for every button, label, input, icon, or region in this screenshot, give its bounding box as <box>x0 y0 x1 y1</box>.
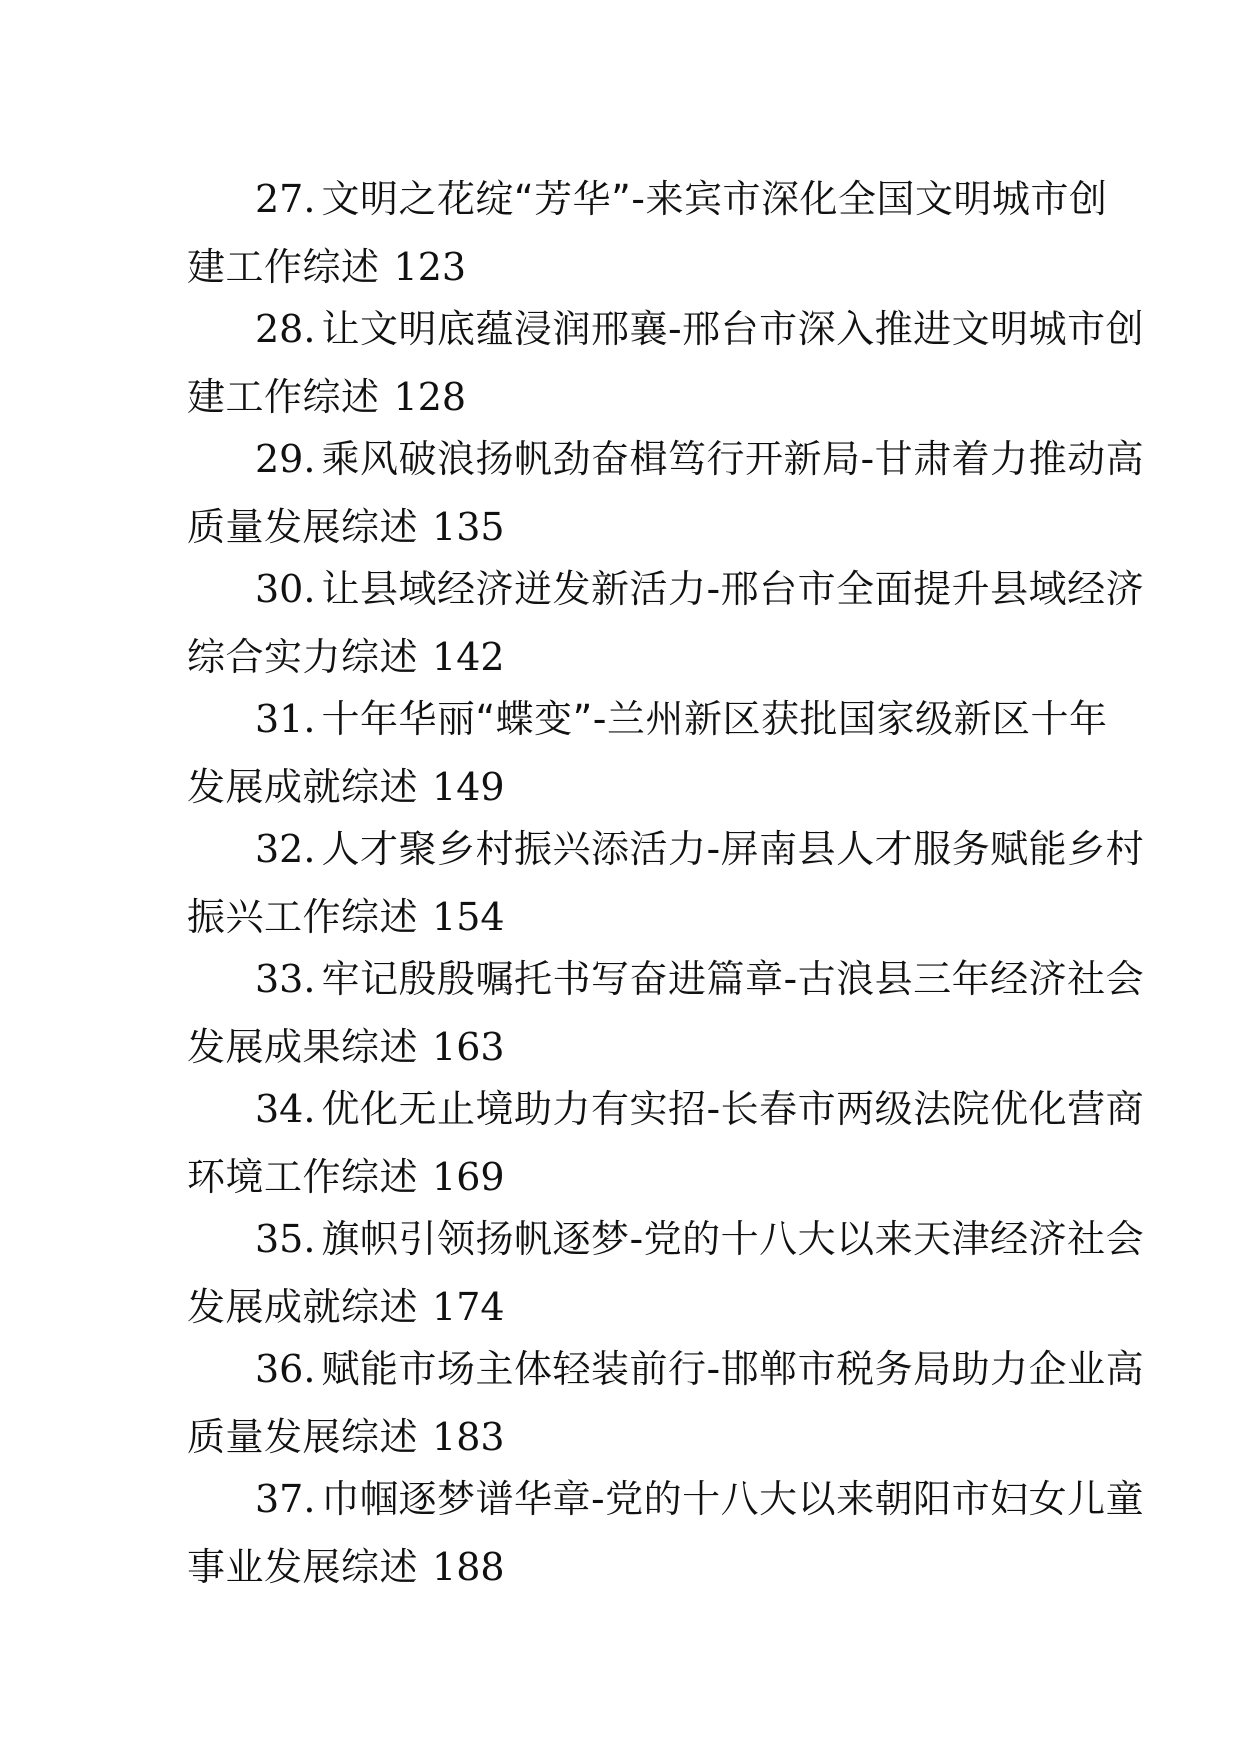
toc-entry-number: 28. <box>255 307 316 351</box>
toc-entry-title: 十年华丽“蝶变”-兰州新区获批国家级新区十年 <box>321 697 1108 741</box>
toc-entry-37 <box>187 1465 1145 1663</box>
toc-entry-title: 赋能市场主体轻装前行-邯郸市税务局助力企业高 <box>321 1347 1145 1391</box>
toc-entry-number: 35. <box>255 1217 316 1261</box>
toc-entry-number: 33. <box>255 957 316 1001</box>
toc-entry-title: 巾帼逐梦谱华章-党的十八大以来朝阳市妇女儿童 <box>321 1477 1145 1521</box>
toc-entry-page-number: 149 <box>432 765 505 809</box>
toc-entry-title-end: 发展成果综述 <box>187 1025 419 1069</box>
toc-entry-title: 优化无止境助力有实招-长春市两级法院优化营商 <box>321 1087 1145 1131</box>
toc-entry-title: 人才聚乡村振兴添活力-屏南县人才服务赋能乡村 <box>321 827 1145 871</box>
toc-entry-page-number: 142 <box>432 635 505 679</box>
toc-entry-continuation <box>187 1533 1057 1663</box>
toc-entry-title: 让文明底蕴浸润邢襄-邢台市深入推进文明城市创 <box>321 307 1145 351</box>
toc-entry-title-end: 环境工作综述 <box>187 1155 419 1199</box>
toc-entry-title: 牢记殷殷嘱托书写奋进篇章-古浪县三年经济社会 <box>321 957 1145 1001</box>
toc-entry-title: 旗帜引领扬帆逐梦-党的十八大以来天津经济社会 <box>321 1217 1145 1261</box>
toc-entry-title: 文明之花绽“芳华”-来宾市深化全国文明城市创 <box>321 177 1108 221</box>
toc-entry-page-number: 123 <box>393 245 467 289</box>
toc-entry-title-end: 发展成就综述 <box>187 1285 419 1329</box>
toc-entry-title-end: 事业发展综述 <box>187 1545 419 1589</box>
toc-entry-page-number: 174 <box>432 1285 505 1329</box>
toc-entry-number: 34. <box>255 1087 316 1131</box>
toc-entry-title-end: 质量发展综述 <box>187 1415 419 1459</box>
toc-entry-page-number: 128 <box>393 375 467 419</box>
toc-entry-title: 乘风破浪扬帆劲奋楫笃行开新局-甘肃着力推动高 <box>321 437 1145 481</box>
toc-entry-title-end: 振兴工作综述 <box>187 895 419 939</box>
toc-entry-number: 36. <box>255 1347 316 1391</box>
toc-entry-page-number: 163 <box>432 1025 505 1069</box>
toc-entry-title: 让县域经济迸发新活力-邢台市全面提升县域经济 <box>321 567 1145 611</box>
table-of-contents <box>187 165 1145 1663</box>
toc-entry-page-number: 183 <box>432 1415 505 1459</box>
toc-entry-title-end: 建工作综述 <box>187 245 380 289</box>
toc-entry-number: 37. <box>255 1477 316 1521</box>
toc-entry-title-end: 建工作综述 <box>187 375 380 419</box>
toc-entry-title-end: 综合实力综述 <box>187 635 419 679</box>
toc-entry-number: 27. <box>255 177 316 221</box>
toc-entry-title-end: 质量发展综述 <box>187 505 419 549</box>
toc-entry-title-end: 发展成就综述 <box>187 765 419 809</box>
toc-entry-page-number: 154 <box>432 895 505 939</box>
toc-entry-number: 30. <box>255 567 316 611</box>
toc-entry-page-number: 169 <box>432 1155 505 1199</box>
toc-entry-number: 32. <box>255 827 316 871</box>
toc-entry-page-number: 135 <box>432 505 505 549</box>
toc-entry-number: 29. <box>255 437 316 481</box>
toc-entry-page-number: 188 <box>432 1545 505 1589</box>
toc-entry-number: 31. <box>255 697 316 741</box>
